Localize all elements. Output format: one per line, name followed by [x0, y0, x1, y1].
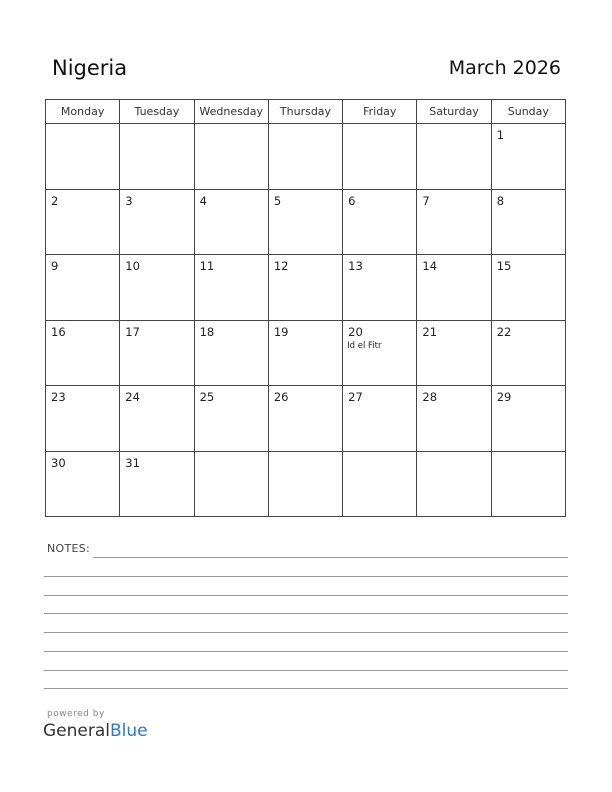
- day-number: 1: [496, 128, 505, 142]
- day-number: 11: [199, 259, 215, 273]
- week-row: [46, 255, 566, 321]
- week-row: [46, 189, 566, 255]
- day-number: 26: [273, 390, 289, 404]
- notes-line: [44, 595, 568, 596]
- day-cell: [343, 451, 417, 517]
- day-number: [417, 452, 490, 456]
- day-number: 20: [348, 324, 363, 339]
- day-cell: [120, 386, 194, 452]
- day-cell: [194, 255, 268, 321]
- weekday-header: Saturday: [417, 100, 491, 124]
- day-cell: [343, 189, 417, 255]
- day-cell: [417, 451, 491, 517]
- day-cell: [417, 386, 491, 452]
- day-number: [417, 124, 490, 128]
- day-cell: [46, 451, 120, 517]
- day-number: 31: [125, 455, 140, 470]
- day-number: 10: [125, 259, 140, 273]
- day-number: [269, 124, 342, 128]
- day-number: 9: [51, 259, 59, 273]
- brand-logo[interactable]: [43, 721, 148, 741]
- weekday-header: Wednesday: [194, 100, 268, 124]
- week-row: [46, 451, 566, 517]
- notes-line: [93, 557, 568, 558]
- day-cell: [343, 386, 417, 452]
- notes-line: [44, 688, 568, 689]
- weekday-header: Thursday: [268, 100, 342, 124]
- notes-line: [44, 651, 568, 652]
- day-cell: [268, 451, 342, 517]
- calendar-grid: [45, 99, 566, 517]
- day-number: 19: [273, 324, 289, 339]
- weekday-header: Sunday: [491, 100, 565, 124]
- week-row: [46, 320, 566, 386]
- day-cell: [120, 320, 194, 386]
- powered-by-label: powered by: [47, 709, 105, 719]
- day-cell: [120, 189, 194, 255]
- day-number: 13: [348, 259, 363, 273]
- notes-line: [44, 632, 568, 633]
- country-title: Nigeria: [52, 56, 128, 80]
- day-cell: [491, 255, 565, 321]
- month-year-title: March 2026: [448, 57, 561, 79]
- day-cell: [491, 320, 565, 386]
- day-number: 14: [422, 259, 438, 273]
- day-cell: [46, 386, 120, 452]
- day-number: 23: [51, 390, 66, 404]
- day-number: [492, 452, 565, 456]
- day-cell: [46, 255, 120, 321]
- day-number: 4: [199, 193, 207, 208]
- day-cell: [491, 451, 565, 517]
- day-number: 2: [51, 193, 59, 208]
- day-number: [269, 452, 342, 456]
- day-number: [46, 124, 119, 128]
- day-cell: [120, 255, 194, 321]
- day-number: 15: [496, 259, 512, 273]
- day-cell: [417, 189, 491, 255]
- day-number: 16: [51, 324, 66, 339]
- notes-line: [44, 670, 568, 671]
- day-cell: [120, 124, 194, 190]
- day-number: 25: [199, 390, 215, 404]
- notes-line: [44, 576, 568, 577]
- day-number: [195, 124, 268, 128]
- day-cell: [46, 124, 120, 190]
- day-number: 22: [496, 324, 512, 339]
- day-cell: [417, 320, 491, 386]
- day-number: [195, 452, 268, 456]
- day-number: 24: [125, 390, 140, 404]
- day-number: 12: [273, 259, 289, 273]
- day-number: 5: [273, 193, 282, 208]
- day-number: [120, 124, 193, 128]
- weekday-header-row: [46, 100, 566, 124]
- weekday-header: Friday: [343, 100, 417, 124]
- day-number: 17: [125, 324, 140, 339]
- weekday-header: Tuesday: [120, 100, 194, 124]
- day-number: 3: [125, 193, 133, 208]
- day-cell: [268, 320, 342, 386]
- day-cell: [194, 320, 268, 386]
- day-cell: [343, 320, 417, 386]
- day-cell: [491, 386, 565, 452]
- day-cell: [194, 189, 268, 255]
- day-cell: [268, 124, 342, 190]
- day-cell: [194, 451, 268, 517]
- holiday-label: Id el Fitr: [347, 340, 382, 351]
- day-number: 28: [422, 390, 438, 404]
- day-cell: [491, 189, 565, 255]
- brand-name-part1: General: [43, 721, 110, 741]
- day-number: 8: [496, 193, 505, 208]
- day-number: 6: [348, 193, 356, 208]
- day-cell: [417, 255, 491, 321]
- day-cell: [120, 451, 194, 517]
- week-row: [46, 386, 566, 452]
- day-cell: [268, 386, 342, 452]
- week-row: [46, 124, 566, 190]
- day-number: [343, 124, 416, 128]
- day-number: 18: [199, 324, 215, 339]
- brand-name-part2: Blue: [110, 721, 148, 741]
- day-number: 30: [51, 455, 66, 470]
- day-cell: [343, 255, 417, 321]
- day-number: 21: [422, 324, 438, 339]
- day-number: 7: [422, 193, 430, 208]
- day-number: 27: [348, 390, 363, 404]
- notes-line: [44, 613, 568, 614]
- day-cell: [343, 124, 417, 190]
- day-cell: [268, 255, 342, 321]
- day-cell: [46, 189, 120, 255]
- day-cell: [194, 124, 268, 190]
- day-cell: [46, 320, 120, 386]
- weekday-header: Monday: [46, 100, 120, 124]
- notes-label: NOTES:: [47, 542, 91, 555]
- day-cell: [268, 189, 342, 255]
- day-number: 29: [496, 390, 512, 404]
- day-cell: [417, 124, 491, 190]
- day-cell: [491, 124, 565, 190]
- day-number: [343, 452, 416, 456]
- day-cell: [194, 386, 268, 452]
